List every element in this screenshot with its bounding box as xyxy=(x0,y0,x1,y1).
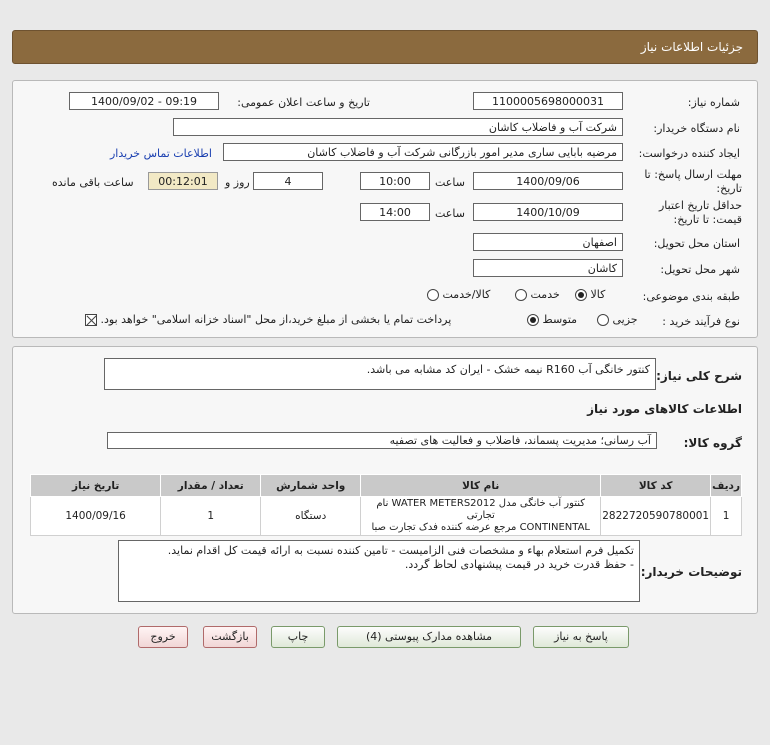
radio-service[interactable] xyxy=(515,289,527,301)
deadline-time-field: 10:00 xyxy=(360,172,430,190)
payment-note-label: پرداخت تمام یا بخشی از مبلغ خرید،از محل "اسناد خزانه اسلامی" خواهد بود. xyxy=(100,313,452,326)
validity-time-label: ساعت xyxy=(435,207,465,220)
process-label: نوع فرآیند خرید : xyxy=(662,315,740,328)
city-label: شهر محل تحویل: xyxy=(660,263,740,276)
cell-date: 1400/09/16 xyxy=(31,497,161,536)
payment-checkbox[interactable] xyxy=(85,314,97,326)
cell-name-line1: کنتور آب خانگی مدل WATER METERS2012 نام تجارتی xyxy=(376,498,586,521)
goods-group-label: گروه کالا: xyxy=(683,436,742,450)
col-code: کد کالا xyxy=(601,475,711,497)
table-row xyxy=(31,497,742,536)
cell-name-line2: CONTINENTAL مرجع عرضه کننده فدک تجارت صبا xyxy=(371,522,590,533)
goods-table-header xyxy=(31,475,742,497)
goods-section-title: اطلاعات کالاهای مورد نیاز xyxy=(587,402,742,416)
print-button[interactable]: چاپ xyxy=(271,626,325,648)
summary-field: کنتور خانگی آب R160 نیمه خشک - ایران کد مشابه می باشد. xyxy=(104,358,656,390)
buyer-org-field: شرکت آب و فاضلاب کاشان xyxy=(173,118,623,136)
process-option-minor[interactable] xyxy=(597,313,638,326)
process-minor-label: جزیی xyxy=(612,313,638,326)
goods-group-field: آب رسانی؛ مدیریت پسماند، فاضلاب و فعالیت های تصفیه xyxy=(107,432,657,449)
goods-table xyxy=(30,474,742,536)
exit-button[interactable]: خروج xyxy=(138,626,188,648)
cell-unit: دستگاه xyxy=(261,497,361,536)
category-goods-label: کالا xyxy=(590,288,606,301)
contact-buyer-link[interactable]: اطلاعات تماس خریدار xyxy=(110,147,212,160)
page-title: جزئیات اطلاعات نیاز xyxy=(640,40,743,54)
radio-goods[interactable] xyxy=(575,289,587,301)
cell-row: 1 xyxy=(711,497,742,536)
category-option-goods[interactable] xyxy=(575,288,605,301)
back-button[interactable]: بازگشت xyxy=(203,626,257,648)
buyer-notes-field: تکمیل فرم استعلام بهاء و مشخصات فنی الزامیست - تامین کننده نسبت به ارائه قیمت کل اقدام نماید. - حفظ قدرت خرید در قیمت پیشنهادی لحاظ گردد. xyxy=(118,540,640,602)
province-field: اصفهان xyxy=(473,233,623,251)
deadline-date-field: 1400/09/06 xyxy=(473,172,623,190)
cell-code: 2822720590780001 xyxy=(601,497,711,536)
category-label: طبقه بندی موضوعی: xyxy=(642,290,740,303)
validity-time-field: 14:00 xyxy=(360,203,430,221)
process-option-medium[interactable] xyxy=(527,313,577,326)
col-qty: تعداد / مقدار xyxy=(161,475,261,497)
deadline-time-label: ساعت xyxy=(435,176,465,189)
radio-both[interactable] xyxy=(427,289,439,301)
validity-label: حداقل تاریخ اعتبار قیمت: تا تاریخ: xyxy=(658,199,742,226)
attachments-button[interactable]: مشاهده مدارک پیوستی (4) xyxy=(337,626,521,648)
buyer-notes-label: توضیحات خریدار: xyxy=(640,565,742,579)
creator-field: مرضیه بابایی ساری مدیر امور بازرگانی شرکت آب و فاضلاب کاشان xyxy=(223,143,623,161)
cell-qty: 1 xyxy=(161,497,261,536)
creator-label: ایجاد کننده درخواست: xyxy=(638,147,740,160)
province-label: استان محل تحویل: xyxy=(653,237,740,250)
col-row: ردیف xyxy=(711,475,742,497)
radio-minor[interactable] xyxy=(597,314,609,326)
city-field: کاشان xyxy=(473,259,623,277)
summary-label: شرح کلی نیاز: xyxy=(656,369,742,383)
cell-name xyxy=(361,497,601,536)
days-label: روز و xyxy=(225,176,250,189)
category-service-label: خدمت xyxy=(530,288,560,301)
validity-date-field: 1400/10/09 xyxy=(473,203,623,221)
announce-label: تاریخ و ساعت اعلان عمومی: xyxy=(237,96,370,109)
category-option-both[interactable] xyxy=(427,288,490,301)
remaining-time-field: 00:12:01 xyxy=(148,172,218,190)
buyer-org-label: نام دستگاه خریدار: xyxy=(653,122,740,135)
col-unit: واحد شمارش xyxy=(261,475,361,497)
page-header xyxy=(12,30,758,64)
radio-medium[interactable] xyxy=(527,314,539,326)
announce-field: 1400/09/02 - 09:19 xyxy=(69,92,219,110)
reply-button[interactable]: پاسخ به نیاز xyxy=(533,626,629,648)
category-both-label: کالا/خدمت xyxy=(442,288,491,301)
col-date: تاریخ نیاز xyxy=(31,475,161,497)
treasury-payment-option[interactable] xyxy=(85,313,451,326)
remaining-label: ساعت باقی مانده xyxy=(52,176,134,189)
need-number-field: 1100005698000031 xyxy=(473,92,623,110)
col-name: نام کالا xyxy=(361,475,601,497)
category-option-service[interactable] xyxy=(515,288,560,301)
need-number-label: شماره نیاز: xyxy=(687,96,740,109)
deadline-label: مهلت ارسال پاسخ: تا تاریخ: xyxy=(644,168,742,195)
process-medium-label: متوسط xyxy=(542,313,578,326)
days-field: 4 xyxy=(253,172,323,190)
